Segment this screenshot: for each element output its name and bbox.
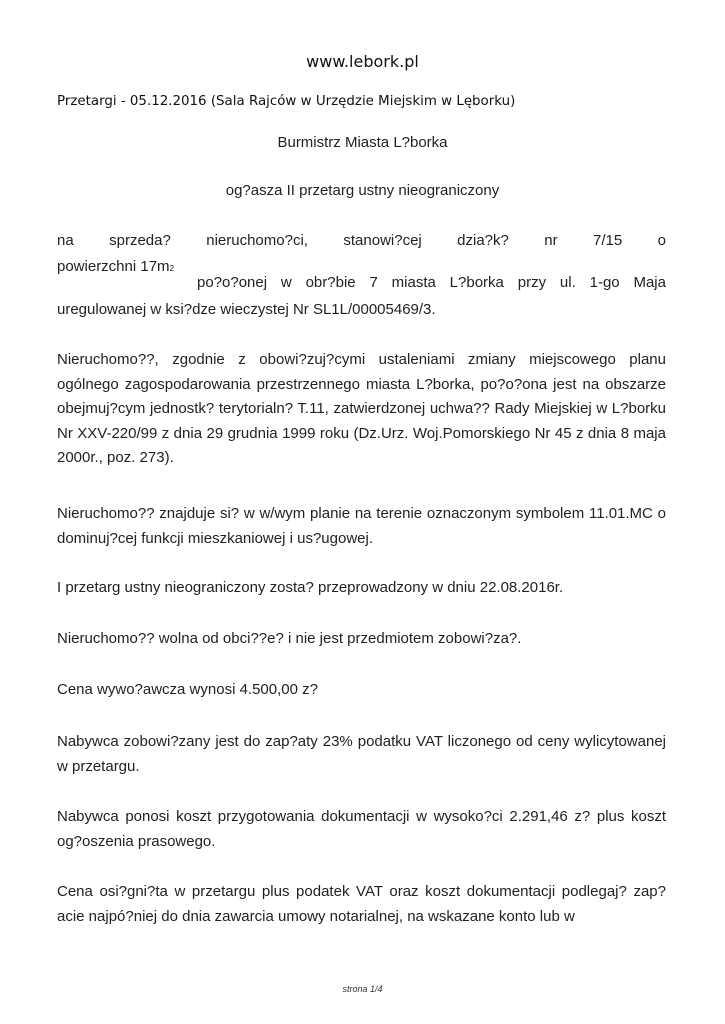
p1-line2-text: powierzchni 17m (57, 258, 170, 275)
paragraph-first-tender: I przetarg ustny nieograniczony zosta? przeprowadzony w dniu 22.08.2016r. (57, 579, 564, 596)
page-number: strona 1/4 (342, 984, 383, 994)
paragraph-vat: Nabywca zobowi?zany jest do zap?aty 23% podatku VAT liczonego od ceny wylicytowanej w przetargu. (57, 733, 666, 775)
p1-line1: na sprzeda? nieruchomo?ci, stanowi?cej dzia?k? nr 7/15 o (57, 232, 666, 249)
document-header: Przetargi - 05.12.2016 (Sala Rajców w Urzędzie Miejskim w Lęborku) (57, 94, 516, 109)
paragraph-zoning-plan: Nieruchomo??, zgodnie z obowi?zuj?cymi ustaleniami zmiany miejscowego planu ogólnego zagospodarowania przestrzennego miasta L?borka, po?o?ona jest na obszarze obejmuj?cym jednostk? terytorialn? T.11, zatwierdzonej uchwa?? Rady Miejskiej w L?borku Nr XXV-220/99 z dnia 29 grudnia 1999 roku (Dz.Urz. Woj.Pomorskiego Nr 45 z dnia 8 maja 2000r., poz. 273). (57, 351, 666, 466)
p1-line3: po?o?onej w obr?bie 7 miasta L?borka przy ul. 1-go Maja (197, 274, 666, 291)
p1-superscript: 2 (169, 264, 175, 273)
paragraph-starting-price: Cena wywo?awcza wynosi 4.500,00 z? (57, 681, 318, 698)
paragraph-documentation-cost: Nabywca ponosi koszt przygotowania dokumentacji w wysoko?ci 2.291,46 z? plus koszt og?oszenia prasowego. (57, 808, 666, 850)
site-url: www.lebork.pl (306, 52, 419, 71)
announcement-title: og?asza II przetarg ustny nieograniczony (225, 182, 500, 199)
paragraph-payment-terms: Cena osi?gni?ta w przetargu plus podatek VAT oraz koszt dokumentacji podlegaj? zap?acie najpó?niej do dnia zawarcia umowy notarialnej, na wskazane konto lub w (57, 883, 666, 925)
p1-line4: uregulowanej w ksi?dze wieczystej Nr SL1L/00005469/3. (57, 301, 436, 318)
paragraph-plan-symbol: Nieruchomo?? znajduje si? w w/wym planie na terenie oznaczonym symbolem 11.01.MC o dominuj?cej funkcji mieszkaniowej i us?ugowej. (57, 505, 666, 547)
paragraph-encumbrances: Nieruchomo?? wolna od obci??e? i nie jest przedmiotem zobowi?za?. (57, 630, 522, 647)
issuer-title: Burmistrz Miasta L?borka (277, 134, 448, 151)
